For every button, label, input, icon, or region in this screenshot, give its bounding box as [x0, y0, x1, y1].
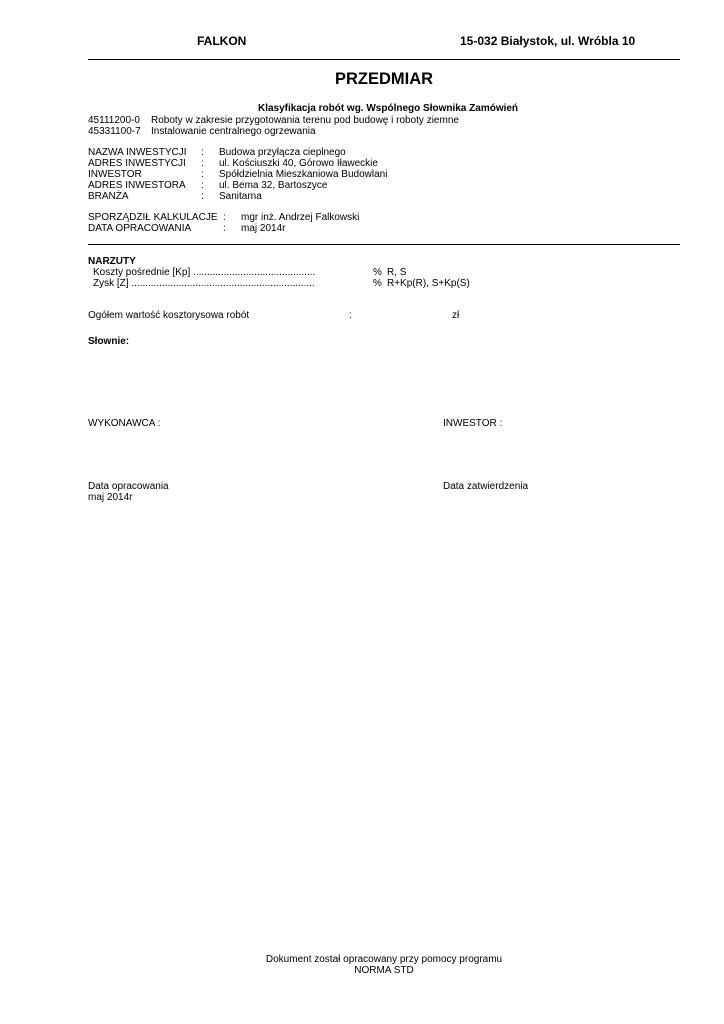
prepared-label: SPORZĄDZIŁ KALKULACJE: [88, 212, 218, 223]
footer-line1: Dokument został opracowany przy pomocy programu: [265, 954, 503, 965]
narzuty-formula: R, S: [387, 267, 407, 278]
prepared-label: DATA OPRACOWANIA: [88, 223, 192, 234]
total-currency: zł: [452, 310, 460, 321]
section-divider: [88, 244, 680, 245]
total-label: Ogółem wartość kosztorysowa robót: [88, 310, 250, 321]
info-sep: :: [201, 158, 204, 169]
info-label: INWESTOR: [88, 169, 142, 180]
words-label: Słownie:: [88, 336, 130, 347]
info-label: BRANŻA: [88, 191, 129, 202]
company-name: FALKON: [197, 34, 247, 48]
classification-heading: Klasyfikacja robót wg. Wspólnego Słownika Zamówień: [258, 103, 519, 114]
narzuty-heading: NARZUTY: [88, 256, 136, 267]
prep-date-value: maj 2014r: [88, 492, 133, 503]
info-value: Budowa przyłącza cieplnego: [219, 147, 346, 158]
info-value: Sanitarna: [219, 191, 262, 202]
info-sep: :: [201, 147, 204, 158]
prepared-value: mgr inż. Andrzej Falkowski: [241, 212, 360, 223]
contractor-label: WYKONAWCA :: [88, 418, 161, 429]
header-divider: [88, 59, 680, 60]
classification-desc: Roboty w zakresie przygotowania terenu pod budowę i roboty ziemne: [151, 115, 459, 126]
narzuty-label: Koszty pośrednie [Kp] ............................................: [93, 267, 316, 278]
info-sep: :: [201, 191, 204, 202]
info-value: ul. Kościuszki 40, Górowo Iławeckie: [219, 158, 378, 169]
prepared-sep: :: [223, 212, 226, 223]
info-sep: :: [201, 169, 204, 180]
info-sep: :: [201, 180, 204, 191]
narzuty-label: Zysk [Z] ..................................................................: [93, 278, 315, 289]
info-label: NAZWA INWESTYCJI: [88, 147, 187, 158]
info-label: ADRES INWESTYCJI: [88, 158, 186, 169]
page-title: PRZEDMIAR: [334, 70, 434, 88]
info-value: Spółdzielnia Mieszkaniowa Budowlani: [219, 169, 388, 180]
info-label: ADRES INWESTORA: [88, 180, 186, 191]
prepared-sep: :: [223, 223, 226, 234]
company-address: 15-032 Białystok, ul. Wróbla 10: [460, 34, 636, 48]
prep-date-label: Data opracowania: [88, 481, 169, 492]
info-value: ul. Bema 32, Bartoszyce: [219, 180, 328, 191]
narzuty-unit: %: [373, 278, 382, 289]
narzuty-formula: R+Kp(R), S+Kp(S): [387, 278, 470, 289]
narzuty-unit: %: [373, 267, 382, 278]
footer-line2: NORMA STD: [354, 965, 414, 976]
classification-code: 45331100-7: [88, 126, 141, 137]
classification-desc: Instalowanie centralnego ogrzewania: [151, 126, 316, 137]
total-sep: :: [349, 310, 352, 321]
approval-date-label: Data zatwierdzenia: [443, 481, 529, 492]
classification-code: 45111200-0: [88, 115, 140, 126]
prepared-value: maj 2014r: [241, 223, 286, 234]
investor-label: INWESTOR :: [443, 418, 503, 429]
